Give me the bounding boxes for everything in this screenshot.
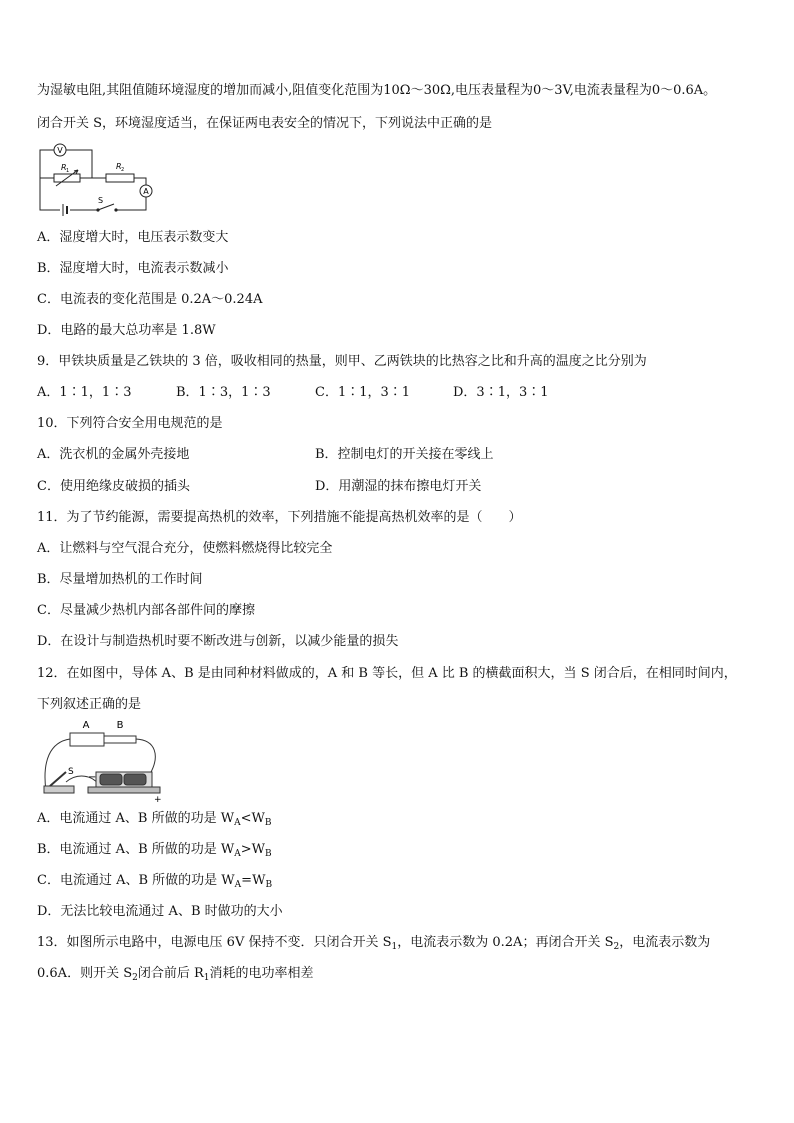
q8-circuit-diagram: [36, 140, 161, 216]
q11-option-a: A．让燃料与空气混合充分，使燃料燃烧得比较完全: [37, 541, 333, 556]
r2-sub-label: 2: [121, 167, 125, 173]
q12-option-c-sub1: A: [234, 880, 242, 890]
q10-option-a: A．洗衣机的金属外壳接地: [37, 447, 190, 462]
ammeter-label: A: [143, 187, 149, 196]
q11-option-c: C．尽量减少热机内部各部件间的摩擦: [37, 603, 255, 618]
q12-option-b: [37, 841, 272, 859]
q12-option-b-w: W: [251, 842, 266, 857]
q12-option-c: [37, 872, 272, 890]
label-b: B: [116, 720, 124, 731]
q12-conductor-diagram: [38, 716, 166, 804]
q10-option-d: D．用潮湿的抹布擦电灯开关: [315, 479, 482, 494]
r2-label: R: [116, 162, 122, 171]
q12-option-b-relation: >: [240, 842, 252, 857]
q12-option-a-w: W: [251, 811, 265, 826]
q9-option-c: C．1∶1，3∶1: [315, 385, 411, 400]
q12-option-a-relation: <: [240, 811, 252, 826]
q12-option-a-sub1: A: [234, 818, 241, 828]
q8-option-b: B．湿度增大时，电流表示数减小: [37, 261, 229, 276]
q9-option-b: B．1∶3，1∶3: [176, 385, 271, 400]
q12-option-c-prefix: C．电流通过 A、B 所做的功是 W: [37, 873, 235, 888]
q8-option-a: A．湿度增大时，电压表示数变大: [37, 230, 229, 245]
switch-label: S: [98, 196, 104, 205]
r1-label: R: [61, 163, 67, 172]
r1-sub-label: 1: [66, 168, 70, 174]
q10-option-b: B．控制电灯的开关接在零线上: [315, 447, 494, 462]
q13-stem-line-2: [37, 965, 314, 983]
q11-stem: 11．为了节约能源，需要提高热机的效率，下列措施不能提高热机效率的是（ ）: [37, 510, 522, 525]
label-plus: +: [154, 795, 162, 804]
q13-l2-part-b: 闭合前后 R: [137, 966, 204, 981]
q12-option-b-sub2: B: [265, 849, 272, 859]
q9-option-a: A．1∶1，1∶3: [37, 385, 132, 400]
q12-stem-line-2: 下列叙述正确的是: [37, 697, 142, 712]
q12-option-a-sub2: B: [264, 818, 272, 828]
q13-l2-sub-1: 2: [132, 973, 138, 983]
q13-l1-part-c: ，电流表示数为: [619, 935, 711, 950]
q13-l2-part-c: 消耗的电功率相差: [209, 966, 314, 981]
q12-option-b-prefix: B．电流通过 A、B 所做的功是 W: [37, 842, 235, 857]
q9-option-d: D．3∶1，3∶1: [453, 385, 549, 400]
q12-option-a: [37, 810, 272, 828]
q13-l1-part-a: 13．如图所示电路中，电源电压 6V 保持不变．只闭合开关 S: [37, 935, 392, 950]
q10-stem: 10．下列符合安全用电规范的是: [37, 416, 223, 431]
label-minus: −: [88, 772, 97, 783]
label-s: S: [68, 767, 74, 777]
q12-option-b-sub1: A: [234, 849, 241, 859]
q12-option-c-relation: =: [241, 873, 253, 888]
q12-option-a-prefix: A．电流通过 A、B 所做的功是 W: [37, 811, 235, 826]
q10-option-c: C．使用绝缘皮破损的插头: [37, 479, 190, 494]
q9-stem: 9．甲铁块质量是乙铁块的 3 倍，吸收相同的热量，则甲、乙两铁块的比热容之比和升高的温度之比分别为: [37, 354, 647, 369]
q13-l1-sub-2: 2: [613, 942, 620, 952]
intro-line-2: 闭合开关 S，环境湿度适当，在保证两电表安全的情况下，下列说法中正确的是: [37, 116, 493, 131]
q11-option-b: B．尽量增加热机的工作时间: [37, 572, 203, 587]
q8-option-d: D．电路的最大总功率是 1.8W: [37, 323, 216, 338]
q13-l1-part-b: ，电流表示数为 0.2A；再闭合开关 S: [397, 935, 614, 950]
q13-l1-sub-1: 1: [391, 942, 398, 952]
q12-option-c-sub2: B: [265, 880, 273, 890]
voltmeter-label: V: [57, 146, 63, 155]
q12-option-d: D．无法比较电流通过 A、B 时做功的大小: [37, 904, 283, 919]
q13-stem-line-1: [37, 934, 710, 952]
q12-stem-line-1: 12．在如图中，导体 A、B 是由同种材料做成的，A 和 B 等长，但 A 比 B 的横截面积大，当 S 闭合后，在相同时间内，: [37, 666, 737, 681]
q13-l2-sub-2: 1: [203, 973, 210, 983]
q13-l2-part-a: 0.6A．则开关 S: [37, 966, 133, 981]
q8-option-c: C．电流表的变化范围是 0.2A～0.24A: [37, 292, 263, 307]
label-a: A: [82, 720, 90, 731]
q12-option-c-w: W: [252, 873, 266, 888]
intro-line-1: 为湿敏电阻,其阻值随环境湿度的增加而减小,阻值变化范围为10Ω～30Ω,电压表量程为0～3V,电流表量程为0～0.6A。: [37, 83, 717, 98]
q11-option-d: D．在设计与制造热机时要不断改进与创新，以减少能量的损失: [37, 634, 399, 649]
